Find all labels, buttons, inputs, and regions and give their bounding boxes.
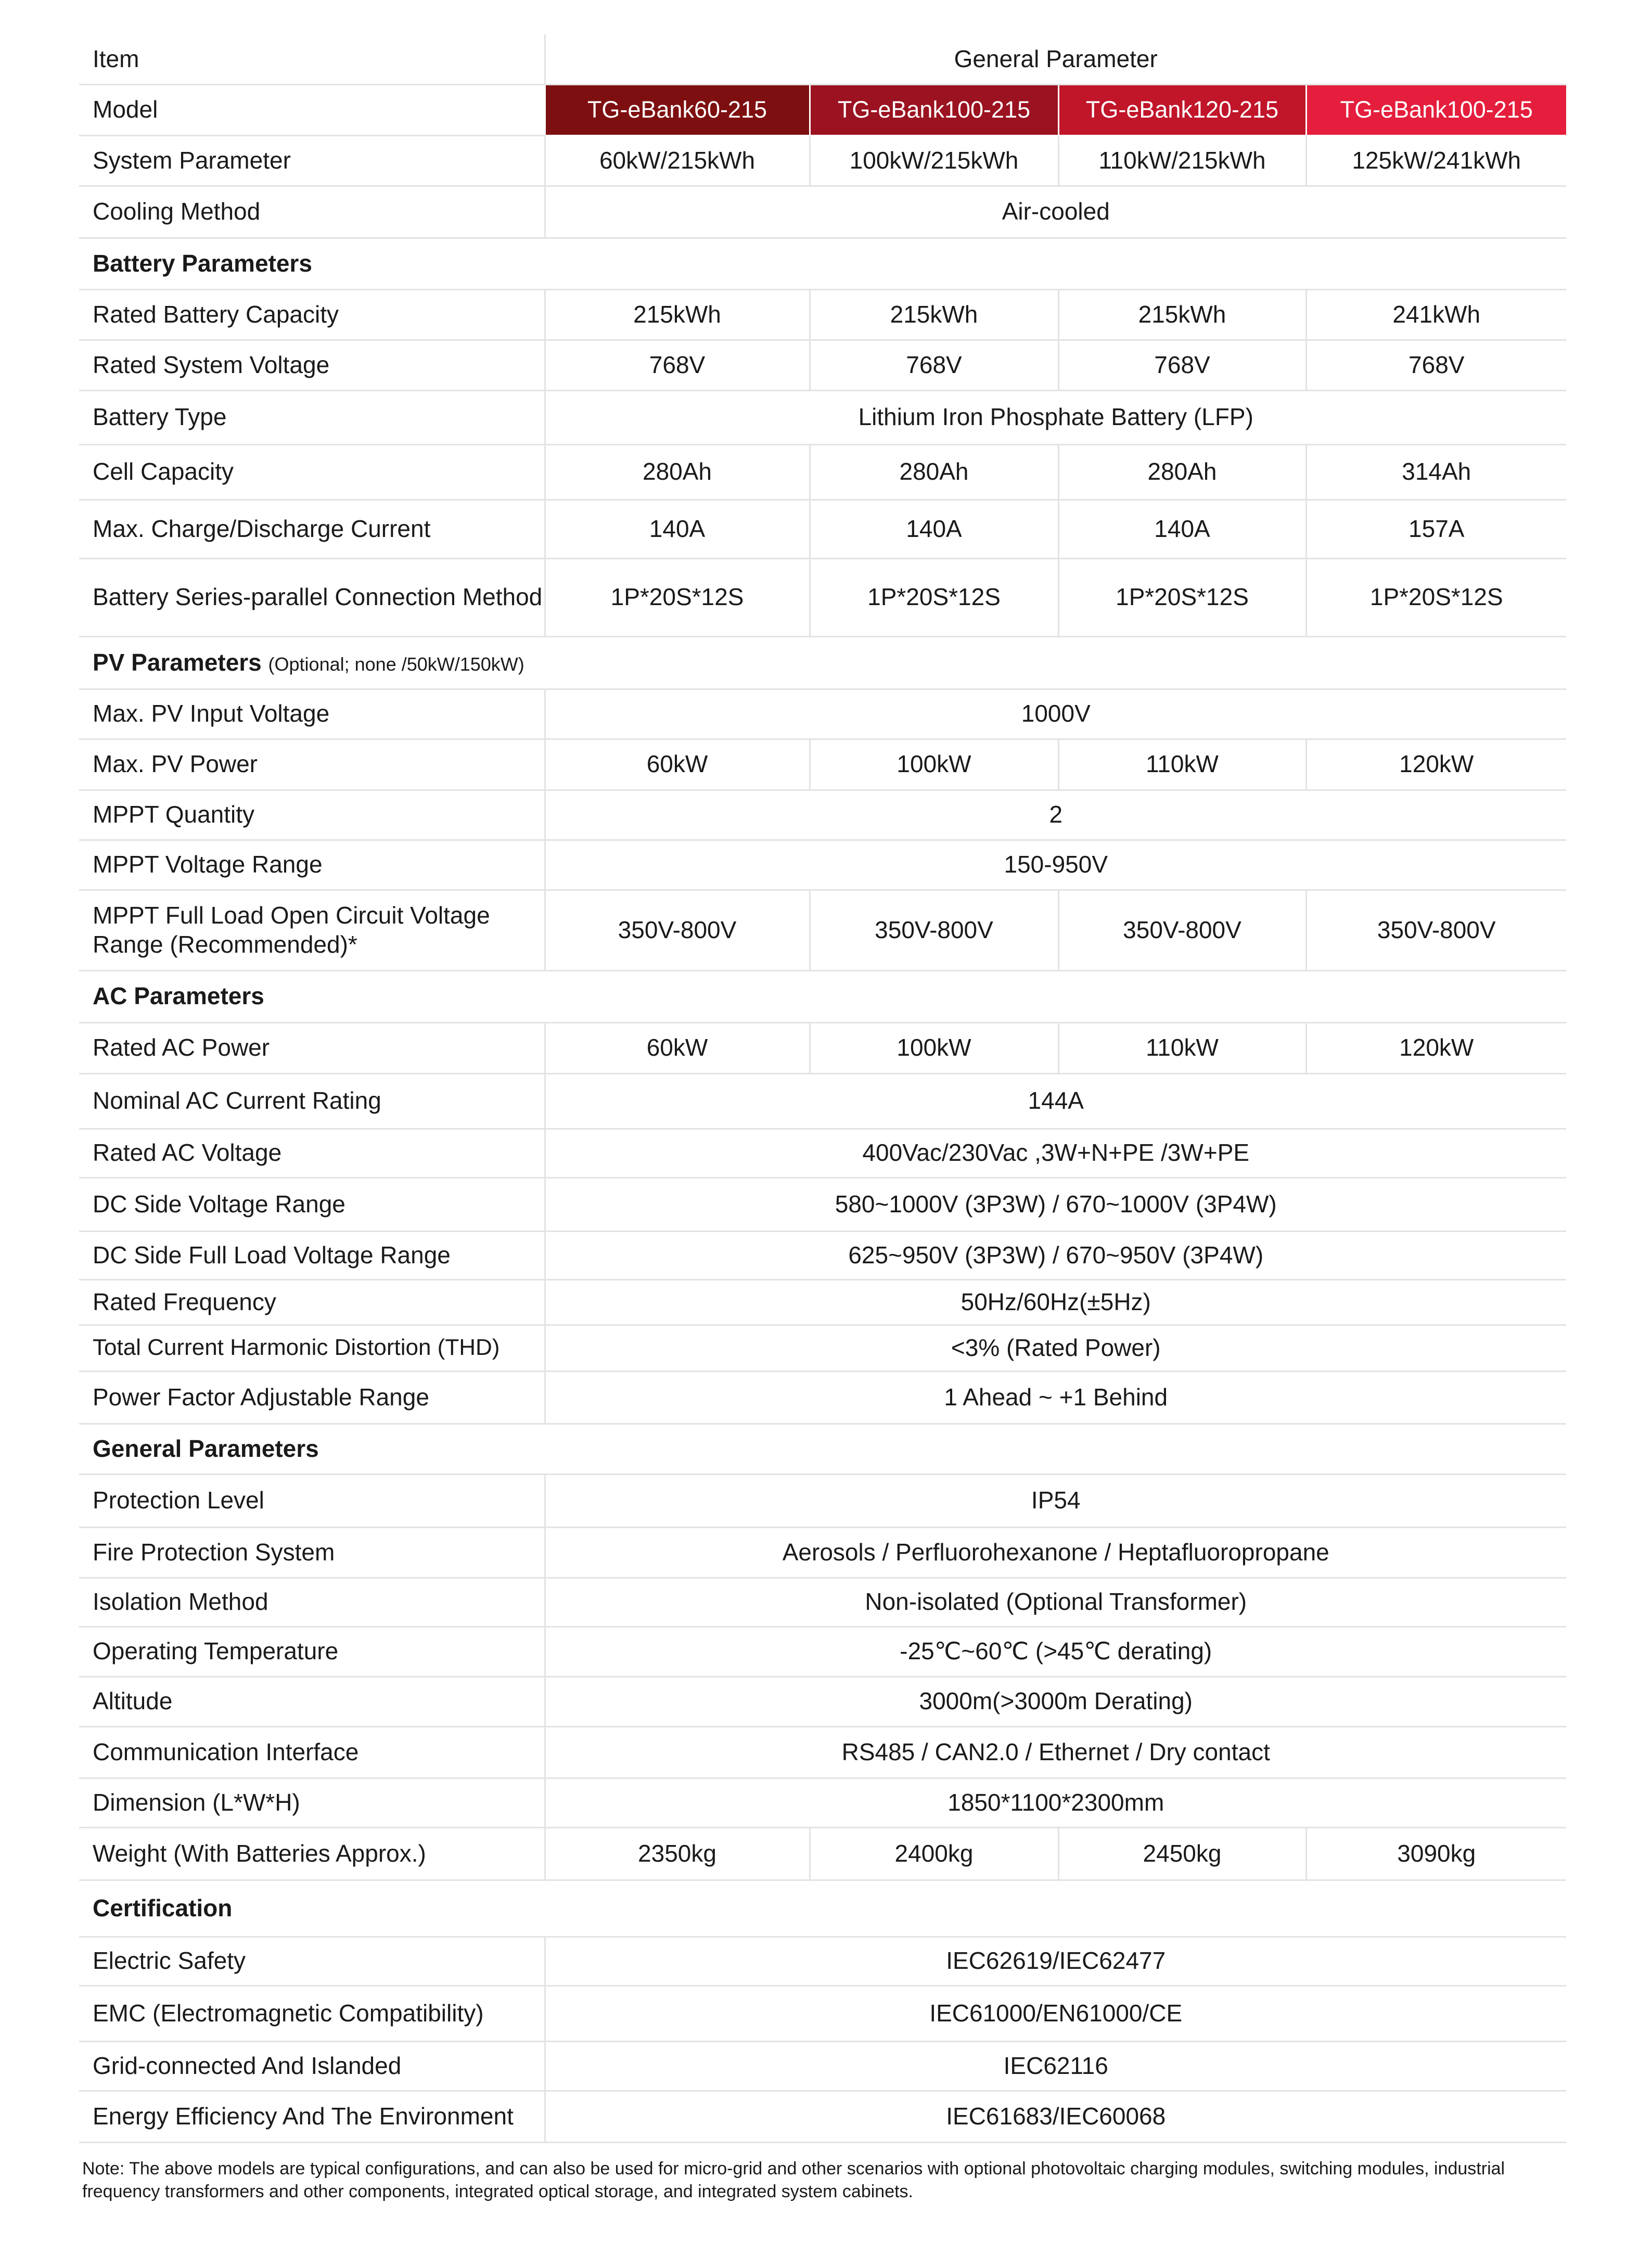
cell-value: 2350kg xyxy=(545,1827,810,1880)
model-label: Model xyxy=(79,84,545,135)
table-row xyxy=(79,1626,1566,1676)
row-label: Battery Type xyxy=(79,390,545,444)
cell-value: 1850*1100*2300mm xyxy=(545,1778,1566,1827)
section-title: Battery Parameters xyxy=(79,238,1566,289)
row-label: Nominal AC Current Rating xyxy=(79,1073,545,1129)
cell-value: 400Vac/230Vac ,3W+N+PE /3W+PE xyxy=(545,1129,1566,1177)
cell-value: 140A xyxy=(810,499,1058,558)
table-row xyxy=(79,790,1566,840)
row-label: Cell Capacity xyxy=(79,444,545,499)
cell-value: 144A xyxy=(545,1073,1566,1129)
cell-value: 768V xyxy=(545,340,810,390)
cell-value: 1P*20S*12S xyxy=(1058,558,1306,636)
row-label: Battery Series-parallel Connection Method xyxy=(79,558,545,636)
cell-value: IEC61683/IEC60068 xyxy=(545,2091,1566,2142)
cell-value: 50Hz/60Hz(±5Hz) xyxy=(545,1279,1566,1325)
table-row xyxy=(79,2091,1566,2142)
row-label: MPPT Voltage Range xyxy=(79,840,545,890)
row-label: Isolation Method xyxy=(79,1578,545,1626)
cell-value: 3000m(>3000m Derating) xyxy=(545,1676,1566,1726)
table-row xyxy=(79,1937,1566,1985)
cell-value: 1P*20S*12S xyxy=(1306,558,1566,636)
section-title-text: PV Parameters xyxy=(93,648,262,676)
section-general xyxy=(79,1424,1566,1474)
table-row xyxy=(79,1527,1566,1578)
cell-value: 140A xyxy=(545,499,810,558)
cell-value: IEC61000/EN61000/CE xyxy=(545,1985,1566,2041)
table-row xyxy=(79,1279,1566,1325)
cell-value: 140A xyxy=(1058,499,1306,558)
cell-value: 215kWh xyxy=(545,289,810,340)
row-label: Rated Battery Capacity xyxy=(79,289,545,340)
table-row xyxy=(79,1985,1566,2041)
cell-value: 60kW/215kWh xyxy=(545,135,810,186)
table-row xyxy=(79,1778,1566,1827)
spec-table xyxy=(79,34,1566,2143)
cell-value: <3% (Rated Power) xyxy=(545,1325,1566,1371)
section-title: Certification xyxy=(79,1880,1566,1937)
cell-value: 768V xyxy=(1058,340,1306,390)
cell-value: Aerosols / Perfluorohexanone / Heptafluoropropane xyxy=(545,1527,1566,1578)
table-row xyxy=(79,340,1566,390)
table-row xyxy=(79,1325,1566,1371)
table-row xyxy=(79,1073,1566,1129)
table-row xyxy=(79,739,1566,790)
footnote: Note: The above models are typical configurations, and can also be used for micro-grid and other scenarios with optional photovoltaic charging modules, switching modules, industrial frequency transformers and other components, integrated optical storage, and integrated system cabinets. xyxy=(82,2159,1505,2202)
table-row xyxy=(79,289,1566,340)
model-1: TG-eBank60-215 xyxy=(545,84,810,135)
table-row xyxy=(79,890,1566,970)
cell-value: 215kWh xyxy=(810,289,1058,340)
row-label: EMC (Electromagnetic Compatibility) xyxy=(79,1985,545,2041)
table-row xyxy=(79,689,1566,739)
cell-value: 157A xyxy=(1306,499,1566,558)
cell-value: 280Ah xyxy=(1058,444,1306,499)
cell-value: 110kW xyxy=(1058,739,1306,790)
cell-value: 110kW xyxy=(1058,1022,1306,1073)
cell-value: Air-cooled xyxy=(545,186,1566,238)
cell-value: 3090kg xyxy=(1306,1827,1566,1880)
row-label: Rated Frequency xyxy=(79,1279,545,1325)
section-title xyxy=(79,636,1566,689)
cell-value: 241kWh xyxy=(1306,289,1566,340)
cell-value: -25℃~60℃ (>45℃ derating) xyxy=(545,1626,1566,1676)
row-label: Grid-connected And Islanded xyxy=(79,2041,545,2091)
cell-value: IP54 xyxy=(545,1474,1566,1527)
row-label: Protection Level xyxy=(79,1474,545,1527)
model-row xyxy=(79,84,1566,135)
cell-value: 110kW/215kWh xyxy=(1058,135,1306,186)
cell-value: 350V-800V xyxy=(810,890,1058,970)
table-row xyxy=(79,1177,1566,1231)
row-label: Operating Temperature xyxy=(79,1626,545,1676)
table-row xyxy=(79,1231,1566,1279)
cell-value: Non-isolated (Optional Transformer) xyxy=(545,1578,1566,1626)
row-label: Max. Charge/Discharge Current xyxy=(79,499,545,558)
section-certification xyxy=(79,1880,1566,1937)
row-label: Fire Protection System xyxy=(79,1527,545,1578)
cell-value: 625~950V (3P3W) / 670~950V (3P4W) xyxy=(545,1231,1566,1279)
section-ac xyxy=(79,970,1566,1022)
row-label: Max. PV Input Voltage xyxy=(79,689,545,739)
cell-value: 280Ah xyxy=(810,444,1058,499)
item-header: Item xyxy=(79,34,545,84)
cell-value: 280Ah xyxy=(545,444,810,499)
cell-value: 60kW xyxy=(545,1022,810,1073)
section-subtitle: (Optional; none /50kW/150kW) xyxy=(268,653,524,675)
row-label: Rated AC Voltage xyxy=(79,1129,545,1177)
cell-value: RS485 / CAN2.0 / Ethernet / Dry contact xyxy=(545,1726,1566,1778)
model-2: TG-eBank100-215 xyxy=(810,84,1058,135)
cell-value: 2450kg xyxy=(1058,1827,1306,1880)
row-label: MPPT Full Load Open Circuit Voltage Range (Recommended)* xyxy=(79,890,545,970)
section-title: AC Parameters xyxy=(79,970,1566,1022)
cell-value: 100kW/215kWh xyxy=(810,135,1058,186)
table-row xyxy=(79,499,1566,558)
table-row xyxy=(79,135,1566,186)
cell-value: 120kW xyxy=(1306,739,1566,790)
cell-value: 1000V xyxy=(545,689,1566,739)
header-row xyxy=(79,34,1566,84)
table-row xyxy=(79,2041,1566,2091)
table-row xyxy=(79,840,1566,890)
table-row xyxy=(79,1474,1566,1527)
cell-value: IEC62116 xyxy=(545,2041,1566,2091)
cell-value: 125kW/241kWh xyxy=(1306,135,1566,186)
section-battery xyxy=(79,238,1566,289)
section-title: General Parameters xyxy=(79,1424,1566,1474)
row-label: Max. PV Power xyxy=(79,739,545,790)
cell-value: 350V-800V xyxy=(1058,890,1306,970)
cell-value: 350V-800V xyxy=(1306,890,1566,970)
cell-value: 768V xyxy=(1306,340,1566,390)
cell-value: 2400kg xyxy=(810,1827,1058,1880)
model-3: TG-eBank120-215 xyxy=(1058,84,1306,135)
table-row xyxy=(79,558,1566,636)
table-row xyxy=(79,1676,1566,1726)
cell-value: 768V xyxy=(810,340,1058,390)
cell-value: 1P*20S*12S xyxy=(545,558,810,636)
row-label: Rated AC Power xyxy=(79,1022,545,1073)
row-label: Power Factor Adjustable Range xyxy=(79,1371,545,1424)
row-label: Communication Interface xyxy=(79,1726,545,1778)
cell-value: 2 xyxy=(545,790,1566,840)
cell-value: 1P*20S*12S xyxy=(810,558,1058,636)
cell-value: 580~1000V (3P3W) / 670~1000V (3P4W) xyxy=(545,1177,1566,1231)
cell-value: 100kW xyxy=(810,739,1058,790)
row-label: System Parameter xyxy=(79,135,545,186)
row-label: Total Current Harmonic Distortion (THD) xyxy=(79,1325,545,1371)
table-row xyxy=(79,1726,1566,1778)
table-row xyxy=(79,1129,1566,1177)
row-label: Electric Safety xyxy=(79,1937,545,1985)
model-4: TG-eBank100-215 xyxy=(1306,84,1566,135)
cell-value: 215kWh xyxy=(1058,289,1306,340)
table-row xyxy=(79,1371,1566,1424)
cell-value: 100kW xyxy=(810,1022,1058,1073)
general-parameter-header: General Parameter xyxy=(545,34,1566,84)
cell-value: IEC62619/IEC62477 xyxy=(545,1937,1566,1985)
cell-value: 350V-800V xyxy=(545,890,810,970)
table-row xyxy=(79,1022,1566,1073)
row-label: Cooling Method xyxy=(79,186,545,238)
table-row xyxy=(79,1578,1566,1626)
cell-value: Lithium Iron Phosphate Battery (LFP) xyxy=(545,390,1566,444)
cell-value: 150-950V xyxy=(545,840,1566,890)
cell-value: 314Ah xyxy=(1306,444,1566,499)
table-row xyxy=(79,186,1566,238)
cell-value: 1 Ahead ~ +1 Behind xyxy=(545,1371,1566,1424)
row-label: MPPT Quantity xyxy=(79,790,545,840)
row-label: Energy Efficiency And The Environment xyxy=(79,2091,545,2142)
table-row xyxy=(79,1827,1566,1880)
cell-value: 60kW xyxy=(545,739,810,790)
row-label: Altitude xyxy=(79,1676,545,1726)
section-pv xyxy=(79,636,1566,689)
row-label: Weight (With Batteries Approx.) xyxy=(79,1827,545,1880)
table-row xyxy=(79,444,1566,499)
row-label: DC Side Voltage Range xyxy=(79,1177,545,1231)
cell-value: 120kW xyxy=(1306,1022,1566,1073)
row-label: DC Side Full Load Voltage Range xyxy=(79,1231,545,1279)
row-label: Rated System Voltage xyxy=(79,340,545,390)
table-row xyxy=(79,390,1566,444)
row-label: Dimension (L*W*H) xyxy=(79,1778,545,1827)
